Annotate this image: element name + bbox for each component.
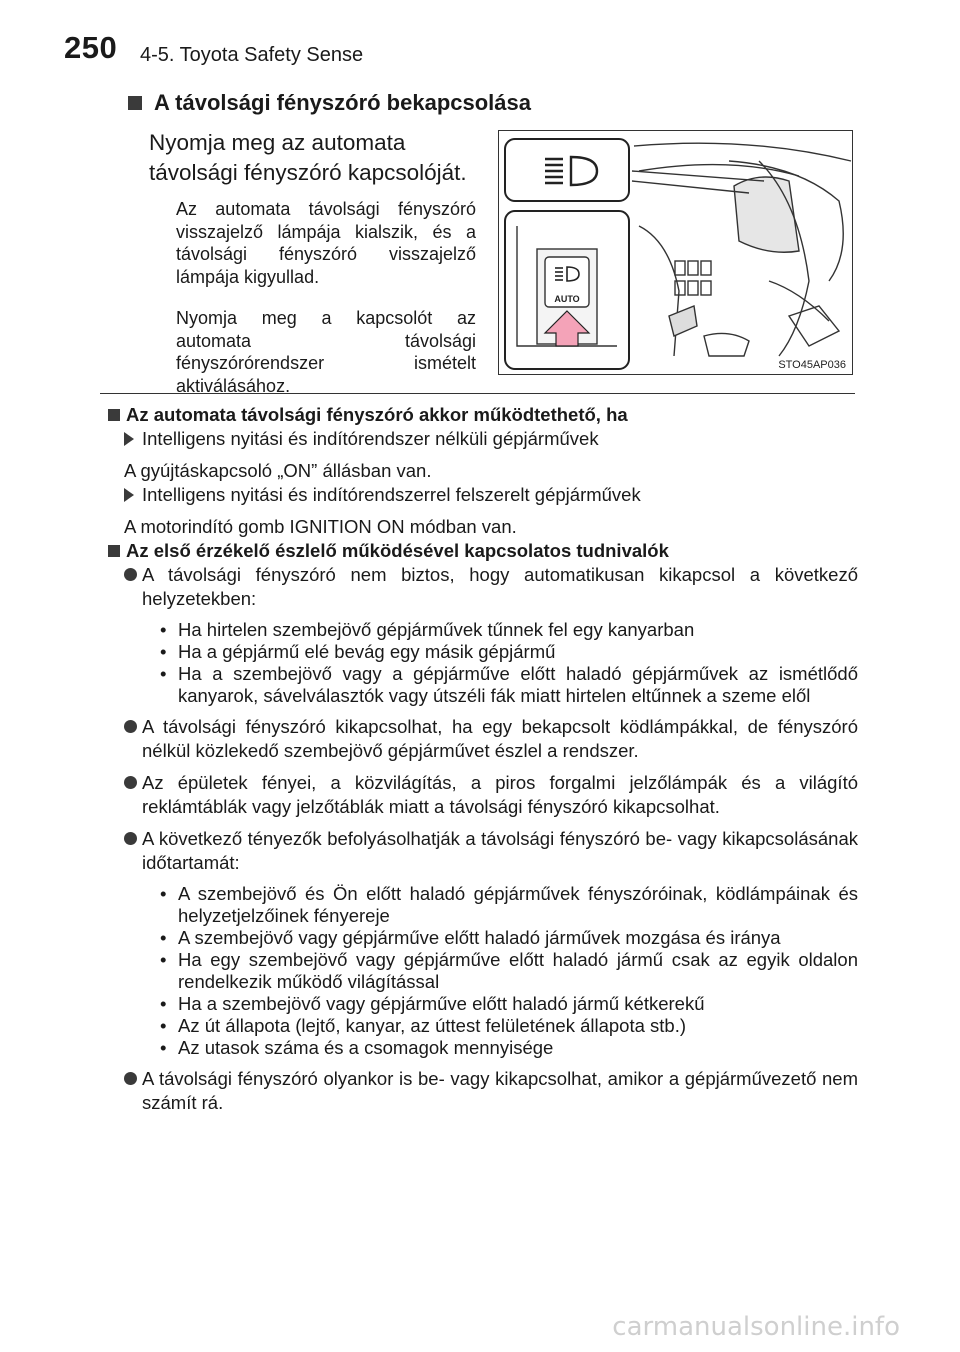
list-item xyxy=(108,715,858,763)
item4-text: A következő tényezők befolyásolhatják a távolsági fényszóró be- vagy kikapcsolásának időtartamát: xyxy=(142,828,858,873)
block1-heading-text: Az automata távolsági fényszóró akkor működtethető, ha xyxy=(126,404,628,425)
figure-code: STO45AP036 xyxy=(778,359,846,371)
section-divider xyxy=(100,393,855,394)
case2-text: A motorindító gomb IGNITION ON módban van. xyxy=(124,516,517,537)
circle-bullet-icon xyxy=(124,1072,137,1085)
notes-body xyxy=(108,403,858,1123)
circle-bullet-icon xyxy=(124,568,137,581)
switch-label: AUTO xyxy=(554,294,580,304)
sub-list-item: • A szembejövő vagy gépjárműve előtt haladó járművek mozgása és iránya xyxy=(160,927,858,949)
case2-heading-text: Intelligens nyitási és indítórendszerrel felszerelt gépjárművek xyxy=(142,484,641,505)
intro-text: Nyomja meg az automata távolsági fényszóró kapcsolóját. xyxy=(149,130,467,185)
item1-bullets xyxy=(108,619,858,707)
item4-bullets xyxy=(108,883,858,1059)
triangle-bullet-icon xyxy=(124,432,134,446)
paragraph-2: Nyomja meg a kapcsolót az automata távolsági fényszórórendszer ismételt aktiválásához. xyxy=(176,308,476,396)
chapter-title: 4-5. Toyota Safety Sense xyxy=(140,44,364,66)
item2-text: A távolsági fényszóró kikapcsolhat, ha egy bekapcsolt ködlámpákkal, de fényszóró nélkül közlekedő szembejövő gépjárművet észlel a rendszer. xyxy=(142,716,858,761)
section-heading-text: A távolsági fényszóró bekapcsolása xyxy=(154,90,531,115)
item3-text: Az épületek fényei, a közvilágítás, a piros forgalmi jelzőlámpák és a világító reklámtáblák vagy jelzőtáblák miatt a távolsági fényszóró kikapcsolhat. xyxy=(142,772,858,817)
sub-list-item: • A szembejövő és Ön előtt haladó gépjárművek fényszóróinak, ködlámpáinak és helyzetjelzőinek fényereje xyxy=(160,883,858,927)
circle-bullet-icon xyxy=(124,720,137,733)
circle-bullet-icon xyxy=(124,776,137,789)
sub-list-item: • Ha a szembejövő vagy gépjárműve előtt haladó jármű kétkerekű xyxy=(160,993,858,1015)
case1-text: A gyújtáskapcsoló „ON” állásban van. xyxy=(124,460,432,481)
item1-text: A távolsági fényszóró nem biztos, hogy automatikusan kikapcsol a következő helyzetekben: xyxy=(142,564,858,609)
sub-list-item: • Ha egy szembejövő vagy gépjárműve előtt haladó jármű csak az egyik oldalon rendelkezik működő világítással xyxy=(160,949,858,993)
block1-heading xyxy=(108,403,858,427)
block2-heading-text: Az első érzékelő észlelő működésével kapcsolatos tudnivalók xyxy=(126,540,669,561)
sub-list-item: • Az utasok száma és a csomagok mennyisége xyxy=(160,1037,858,1059)
list-item xyxy=(108,827,858,875)
case1-heading xyxy=(108,427,858,451)
circle-bullet-icon xyxy=(124,832,137,845)
list-item xyxy=(108,1067,858,1115)
case1-heading-text: Intelligens nyitási és indítórendszer nélküli gépjárművek xyxy=(142,428,599,449)
block2-heading xyxy=(108,539,858,563)
case2-heading xyxy=(108,483,858,507)
list-item xyxy=(108,771,858,819)
dashboard-illustration xyxy=(498,130,853,375)
square-bullet-icon xyxy=(108,545,120,557)
sub-list-item: • Ha a szembejövő vagy a gépjárműve előtt haladó gépjárművek az ismétlődő kanyarok, sávelválasztók vagy útszéli fák miatt hirtelen eltűnnek a szeme elől xyxy=(160,663,858,707)
sub-list-item: • Ha a gépjármű elé bevág egy másik gépjármű xyxy=(160,641,858,663)
paragraph-1: Az automata távolsági fényszóró visszajelző lámpája kialszik, és a távolsági fényszóró visszajelző lámpája kigyullad. xyxy=(176,199,476,287)
sub-list-item: • Ha hirtelen szembejövő gépjárművek tűnnek fel egy kanyarban xyxy=(160,619,858,641)
square-bullet-icon xyxy=(108,409,120,421)
list-item xyxy=(108,563,858,611)
item5-text: A távolsági fényszóró olyankor is be- vagy kikapcsolhat, amikor a gépjárművezető nem számít rá. xyxy=(142,1068,858,1113)
watermark: carmanualsonline.info xyxy=(612,1312,900,1342)
dashboard-drawing xyxy=(499,131,853,375)
section-heading xyxy=(128,90,531,116)
square-bullet-icon xyxy=(128,96,142,110)
sub-list-item: • Az út állapota (lejtő, kanyar, az úttest felületének állapota stb.) xyxy=(160,1015,858,1037)
page-number: 250 xyxy=(64,30,118,65)
triangle-bullet-icon xyxy=(124,488,134,502)
